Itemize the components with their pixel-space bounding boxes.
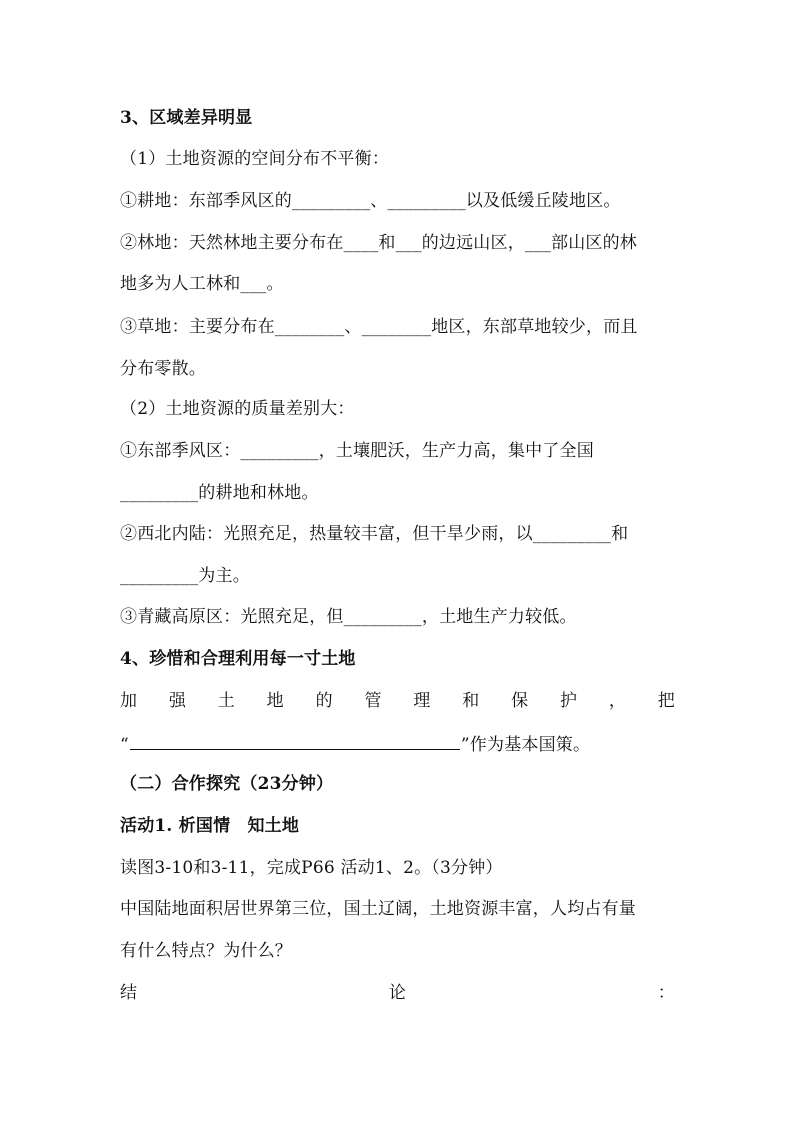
subsection-2-title: （2）土地资源的质量差别大： [120,399,355,419]
forest-line-1: ②林地：天然林地主要分布在____和___的边远山区，___部山区的林 [120,233,637,253]
conclusion-line [120,981,675,1005]
question-line-1: 中国陆地面积居世界第三位，国土辽阔，土地资源丰富，人均占有量 [120,899,636,919]
word: 保 [511,691,529,711]
word: 地 [266,691,284,711]
section-4-justified-line [120,689,675,713]
word: 管 [364,691,382,711]
forest-line-2: 地多为人工林和___。 [120,274,284,294]
word: 加 [120,691,138,711]
qinghai-tibet-line: ③青藏高原区：光照充足，但_________，土地生产力较低。 [120,607,577,627]
activity-1-title: 活动1. 析国情 知土地 [120,816,300,836]
policy-text: ”作为基本国策。 [460,735,591,755]
grassland-line-1: ③草地：主要分布在________、________地区，东部草地较少，而且 [120,317,638,337]
open-quote: “ [120,735,129,755]
word: 把 [657,691,675,711]
section-4-heading: 4、珍惜和合理利用每一寸土地 [120,649,356,669]
word: 理 [413,691,431,711]
word: ， [608,691,627,711]
word: 强 [168,691,187,711]
national-policy-line [120,731,675,757]
fill-in-blank [130,731,460,750]
grassland-line-2: 分布零散。 [120,359,206,379]
cooperation-heading: （二）合作探究（23分钟） [120,774,334,794]
farmland-line: ①耕地：东部季风区的_________、_________以及低缓丘陵地区。 [120,191,621,211]
word: 的 [315,691,333,711]
activity-instruction: 读图3-10和3-11，完成P66 活动1、2。（3分钟） [120,858,503,878]
conclusion-word: 结 [120,983,138,1003]
subsection-1-title: （1）土地资源的空间分布不平衡： [120,149,390,169]
word: 护 [560,691,578,711]
northwest-line-1: ②西北内陆：光照充足，热量较丰富，但干旱少雨，以_________和 [120,524,629,544]
east-monsoon-line-2: _________的耕地和林地。 [120,483,319,503]
section-3-heading: 3、区域差异明显 [120,108,253,128]
word: 土 [217,691,235,711]
question-line-2: 有什么特点？为什么？ [120,941,292,961]
conclusion-word: 论 [388,983,407,1003]
word: 和 [462,691,480,711]
east-monsoon-line-1: ①东部季风区：_________，土壤肥沃，生产力高，集中了全国 [120,441,594,461]
conclusion-colon: ： [657,983,675,1003]
northwest-line-2: _________为主。 [120,566,250,586]
